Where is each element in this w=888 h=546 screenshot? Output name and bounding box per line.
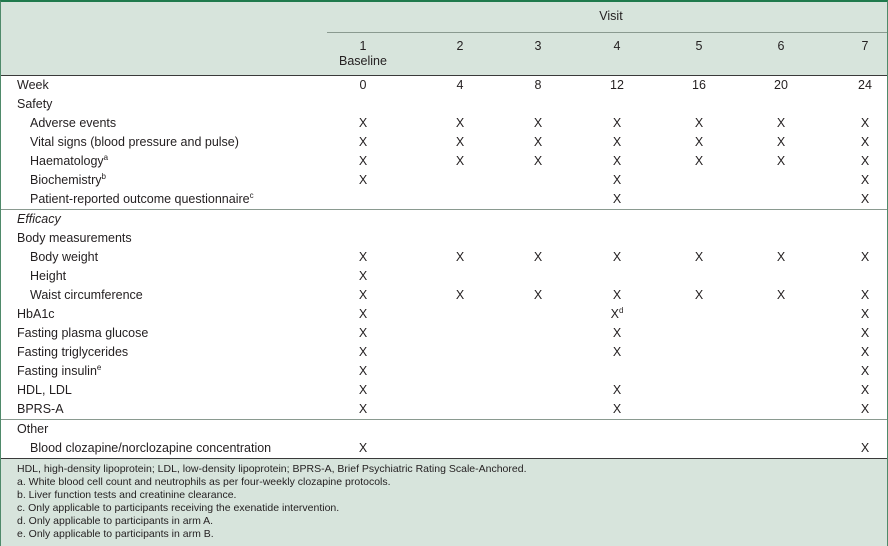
row-label (30, 248, 98, 267)
row-label (17, 381, 72, 400)
table-cell (523, 286, 553, 305)
table-cell (523, 76, 553, 95)
cell-value: X (358, 402, 368, 416)
cell-value: X (612, 154, 622, 168)
cell-value: 8 (534, 78, 542, 92)
table-cell (348, 381, 378, 400)
cell-value: X (860, 364, 870, 378)
cell-value: X (612, 383, 622, 397)
table-cell (348, 286, 378, 305)
table-cell (602, 114, 632, 133)
table-cell (766, 286, 796, 305)
visit-number: 3 (534, 39, 542, 53)
table-cell (602, 133, 632, 152)
visit-header: Visit (599, 9, 623, 23)
cell-value: X (533, 288, 543, 302)
row-label-text: HbA1c (17, 307, 55, 321)
row-label (30, 439, 271, 458)
row-label-text: Adverse events (30, 116, 117, 130)
table-row (1, 419, 887, 439)
cell-value: X (455, 154, 465, 168)
visit-column-6 (746, 39, 816, 54)
table-cell (684, 286, 714, 305)
table-cell (850, 171, 880, 190)
cell-value: X (358, 441, 368, 455)
visit-column-1 (328, 39, 398, 69)
table-row (1, 439, 887, 458)
table-cell (684, 248, 714, 267)
visit-column-7 (830, 39, 888, 54)
row-label-text: HDL, LDL (17, 383, 72, 397)
cell-value: X (694, 116, 704, 130)
row-label-text: Vital signs (blood pressure and pulse) (30, 135, 239, 149)
cell-value: X (358, 250, 368, 264)
table-cell (445, 286, 475, 305)
table-cell (348, 76, 378, 95)
table-cell (445, 76, 475, 95)
table-body (1, 76, 887, 458)
cell-value: X (860, 154, 870, 168)
footnote: a. White blood cell count and neutrophils as per four-weekly clozapine protocols. (17, 476, 391, 488)
table-row (1, 324, 887, 343)
table-cell (602, 381, 632, 400)
table-cell (850, 190, 880, 209)
table-cell (348, 152, 378, 171)
table-cell (766, 133, 796, 152)
table-header (1, 2, 887, 76)
table-cell (850, 248, 880, 267)
cell-value: X (860, 116, 870, 130)
cell-value: 12 (610, 78, 624, 92)
footnote-marker: c (249, 190, 254, 200)
cell-value: 24 (858, 78, 872, 92)
table-cell (850, 305, 880, 324)
table-cell (348, 439, 378, 458)
table-row (1, 114, 887, 133)
row-label-text: Efficacy (17, 212, 61, 226)
row-label (30, 267, 66, 286)
cell-value: X (694, 154, 704, 168)
table-cell (602, 76, 632, 95)
cell-value: X (612, 326, 622, 340)
row-label (17, 362, 101, 381)
table-cell (348, 305, 378, 324)
cell-value: X (358, 326, 368, 340)
visit-number: 1 (359, 39, 367, 53)
table-cell (850, 133, 880, 152)
visit-column-3 (503, 39, 573, 54)
cell-value: X (610, 307, 619, 321)
table-row (1, 381, 887, 400)
cell-value: X (455, 250, 465, 264)
cell-value: X (860, 345, 870, 359)
table-cell (348, 133, 378, 152)
table-cell (684, 76, 714, 95)
cell-value: X (860, 192, 870, 206)
row-label (17, 76, 49, 95)
cell-value: 0 (359, 78, 367, 92)
table-cell (523, 248, 553, 267)
row-label-text: Safety (17, 97, 53, 111)
cell-value: X (694, 135, 704, 149)
table-cell (850, 286, 880, 305)
visit-sublabel: Baseline (339, 54, 387, 68)
table-cell (602, 190, 632, 209)
table-cell (348, 114, 378, 133)
cell-value: X (694, 288, 704, 302)
table-cell (850, 400, 880, 419)
table-cell (348, 267, 378, 286)
visit-column-5 (664, 39, 734, 54)
cell-value: X (694, 250, 704, 264)
cell-value: X (358, 173, 368, 187)
table-row (1, 400, 887, 419)
table-cell (850, 362, 880, 381)
table-cell (348, 343, 378, 362)
table-cell (348, 324, 378, 343)
table-cell (766, 114, 796, 133)
table-cell (684, 114, 714, 133)
row-label (17, 229, 132, 248)
table-footnotes (1, 458, 887, 546)
row-label-text: Other (17, 422, 49, 436)
cell-value: X (776, 154, 786, 168)
table-cell (445, 152, 475, 171)
row-label-text: Haematology (30, 154, 104, 168)
table-cell (445, 133, 475, 152)
cell-value: X (358, 116, 368, 130)
row-label (17, 210, 61, 229)
table-cell (348, 400, 378, 419)
footnote: e. Only applicable to participants in arm B. (17, 528, 214, 540)
row-label-text: Fasting plasma glucose (17, 326, 149, 340)
row-label (17, 343, 128, 362)
row-label (17, 324, 148, 343)
table-row (1, 229, 887, 248)
cell-value: X (455, 288, 465, 302)
cell-value: X (612, 116, 622, 130)
cell-value: X (860, 307, 870, 321)
row-label (30, 286, 143, 305)
table-cell (850, 76, 880, 95)
cell-value: X (776, 250, 786, 264)
row-label (17, 305, 55, 324)
table-cell (348, 171, 378, 190)
cell-value: X (860, 173, 870, 187)
table-row (1, 133, 887, 152)
cell-value: X (533, 154, 543, 168)
cell-value: X (358, 269, 368, 283)
cell-value: X (455, 135, 465, 149)
cell-value: X (533, 135, 543, 149)
visit-number: 4 (613, 39, 621, 53)
cell-value: X (860, 326, 870, 340)
table-cell (766, 248, 796, 267)
visit-number: 5 (695, 39, 703, 53)
cell-value: X (860, 441, 870, 455)
cell-value: X (455, 116, 465, 130)
table-row (1, 343, 887, 362)
table-cell (850, 381, 880, 400)
table-cell (850, 152, 880, 171)
row-label (17, 400, 64, 419)
cell-value: X (860, 250, 870, 264)
visit-number: 6 (777, 39, 785, 53)
table-row (1, 305, 887, 324)
row-label-text: Fasting insulin (17, 364, 97, 378)
table-row (1, 286, 887, 305)
table-cell (602, 305, 632, 324)
row-label-text: Body measurements (17, 231, 132, 245)
cell-value: 20 (774, 78, 788, 92)
table-cell (766, 152, 796, 171)
footnote-marker: e (96, 362, 102, 372)
cell-value: X (612, 135, 622, 149)
cell-value: X (612, 288, 622, 302)
visit-column-4 (582, 39, 652, 54)
visit-number: 2 (456, 39, 464, 53)
footnote: d. Only applicable to participants in arm A. (17, 515, 214, 527)
table-cell (850, 114, 880, 133)
cell-value: X (358, 154, 368, 168)
footnote-marker: d (618, 305, 624, 315)
footnote: c. Only applicable to participants receiving the exenatide intervention. (17, 502, 340, 514)
table-row (1, 190, 887, 209)
row-label-text: Body weight (30, 250, 99, 264)
row-label (30, 171, 106, 190)
cell-value: X (533, 116, 543, 130)
table-cell (348, 362, 378, 381)
row-label (17, 420, 48, 439)
table-cell (523, 114, 553, 133)
table-cell (850, 343, 880, 362)
cell-value: X (358, 307, 368, 321)
cell-value: X (860, 135, 870, 149)
cell-value: X (358, 345, 368, 359)
table-row (1, 76, 887, 95)
row-label (30, 152, 108, 171)
table-cell (445, 114, 475, 133)
table-cell (523, 133, 553, 152)
row-label-text: Biochemistry (30, 173, 102, 187)
cell-value: X (612, 250, 622, 264)
table-cell (850, 439, 880, 458)
footnote: b. Liver function tests and creatinine clearance. (17, 489, 237, 501)
table-cell (766, 76, 796, 95)
table-cell (602, 324, 632, 343)
row-label-text: Patient-reported outcome questionnaire (30, 192, 250, 206)
row-label (30, 114, 116, 133)
row-label-text: Blood clozapine/norclozapine concentration (30, 441, 272, 455)
cell-value: X (358, 288, 368, 302)
cell-value: 16 (692, 78, 706, 92)
visit-column-2 (425, 39, 495, 54)
table-row (1, 362, 887, 381)
row-label-text: Week (17, 78, 49, 92)
header-rule (327, 32, 887, 33)
footnote-marker: b (101, 171, 106, 181)
table-cell (602, 400, 632, 419)
table-row (1, 248, 887, 267)
row-label-text: Fasting triglycerides (17, 345, 129, 359)
cell-value: X (776, 135, 786, 149)
cell-value: 4 (456, 78, 464, 92)
cell-value: X (860, 288, 870, 302)
cell-value: X (612, 173, 622, 187)
table-cell (684, 133, 714, 152)
table-cell (445, 248, 475, 267)
table-row (1, 95, 887, 114)
footnote-marker: a (103, 152, 109, 162)
table-cell (602, 152, 632, 171)
table-cell (684, 152, 714, 171)
table-row (1, 171, 887, 190)
row-label (17, 95, 52, 114)
cell-value: X (358, 135, 368, 149)
table-cell (602, 343, 632, 362)
cell-value: X (533, 250, 543, 264)
table-cell (602, 248, 632, 267)
cell-value: X (358, 383, 368, 397)
cell-value: X (860, 402, 870, 416)
cell-value: X (776, 116, 786, 130)
table-row (1, 152, 887, 171)
table-cell (348, 248, 378, 267)
table-cell (602, 171, 632, 190)
footnote: HDL, high-density lipoprotein; LDL, low-density lipoprotein; BPRS-A, Brief Psychiatric Rating Scale-Anchored. (17, 463, 527, 475)
cell-value: X (776, 288, 786, 302)
cell-value: X (612, 192, 622, 206)
table-cell (523, 152, 553, 171)
visit-number: 7 (861, 39, 869, 53)
row-label-text: BPRS-A (17, 402, 64, 416)
cell-value: X (612, 402, 622, 416)
cell-value: X (358, 364, 368, 378)
table-cell (602, 286, 632, 305)
row-label-text: Waist circumference (30, 288, 143, 302)
cell-value: X (860, 383, 870, 397)
row-label-text: Height (30, 269, 67, 283)
row-label (30, 133, 239, 152)
cell-value: X (612, 345, 622, 359)
table-row (1, 209, 887, 229)
table-cell (850, 324, 880, 343)
row-label (30, 190, 254, 209)
table-row (1, 267, 887, 286)
